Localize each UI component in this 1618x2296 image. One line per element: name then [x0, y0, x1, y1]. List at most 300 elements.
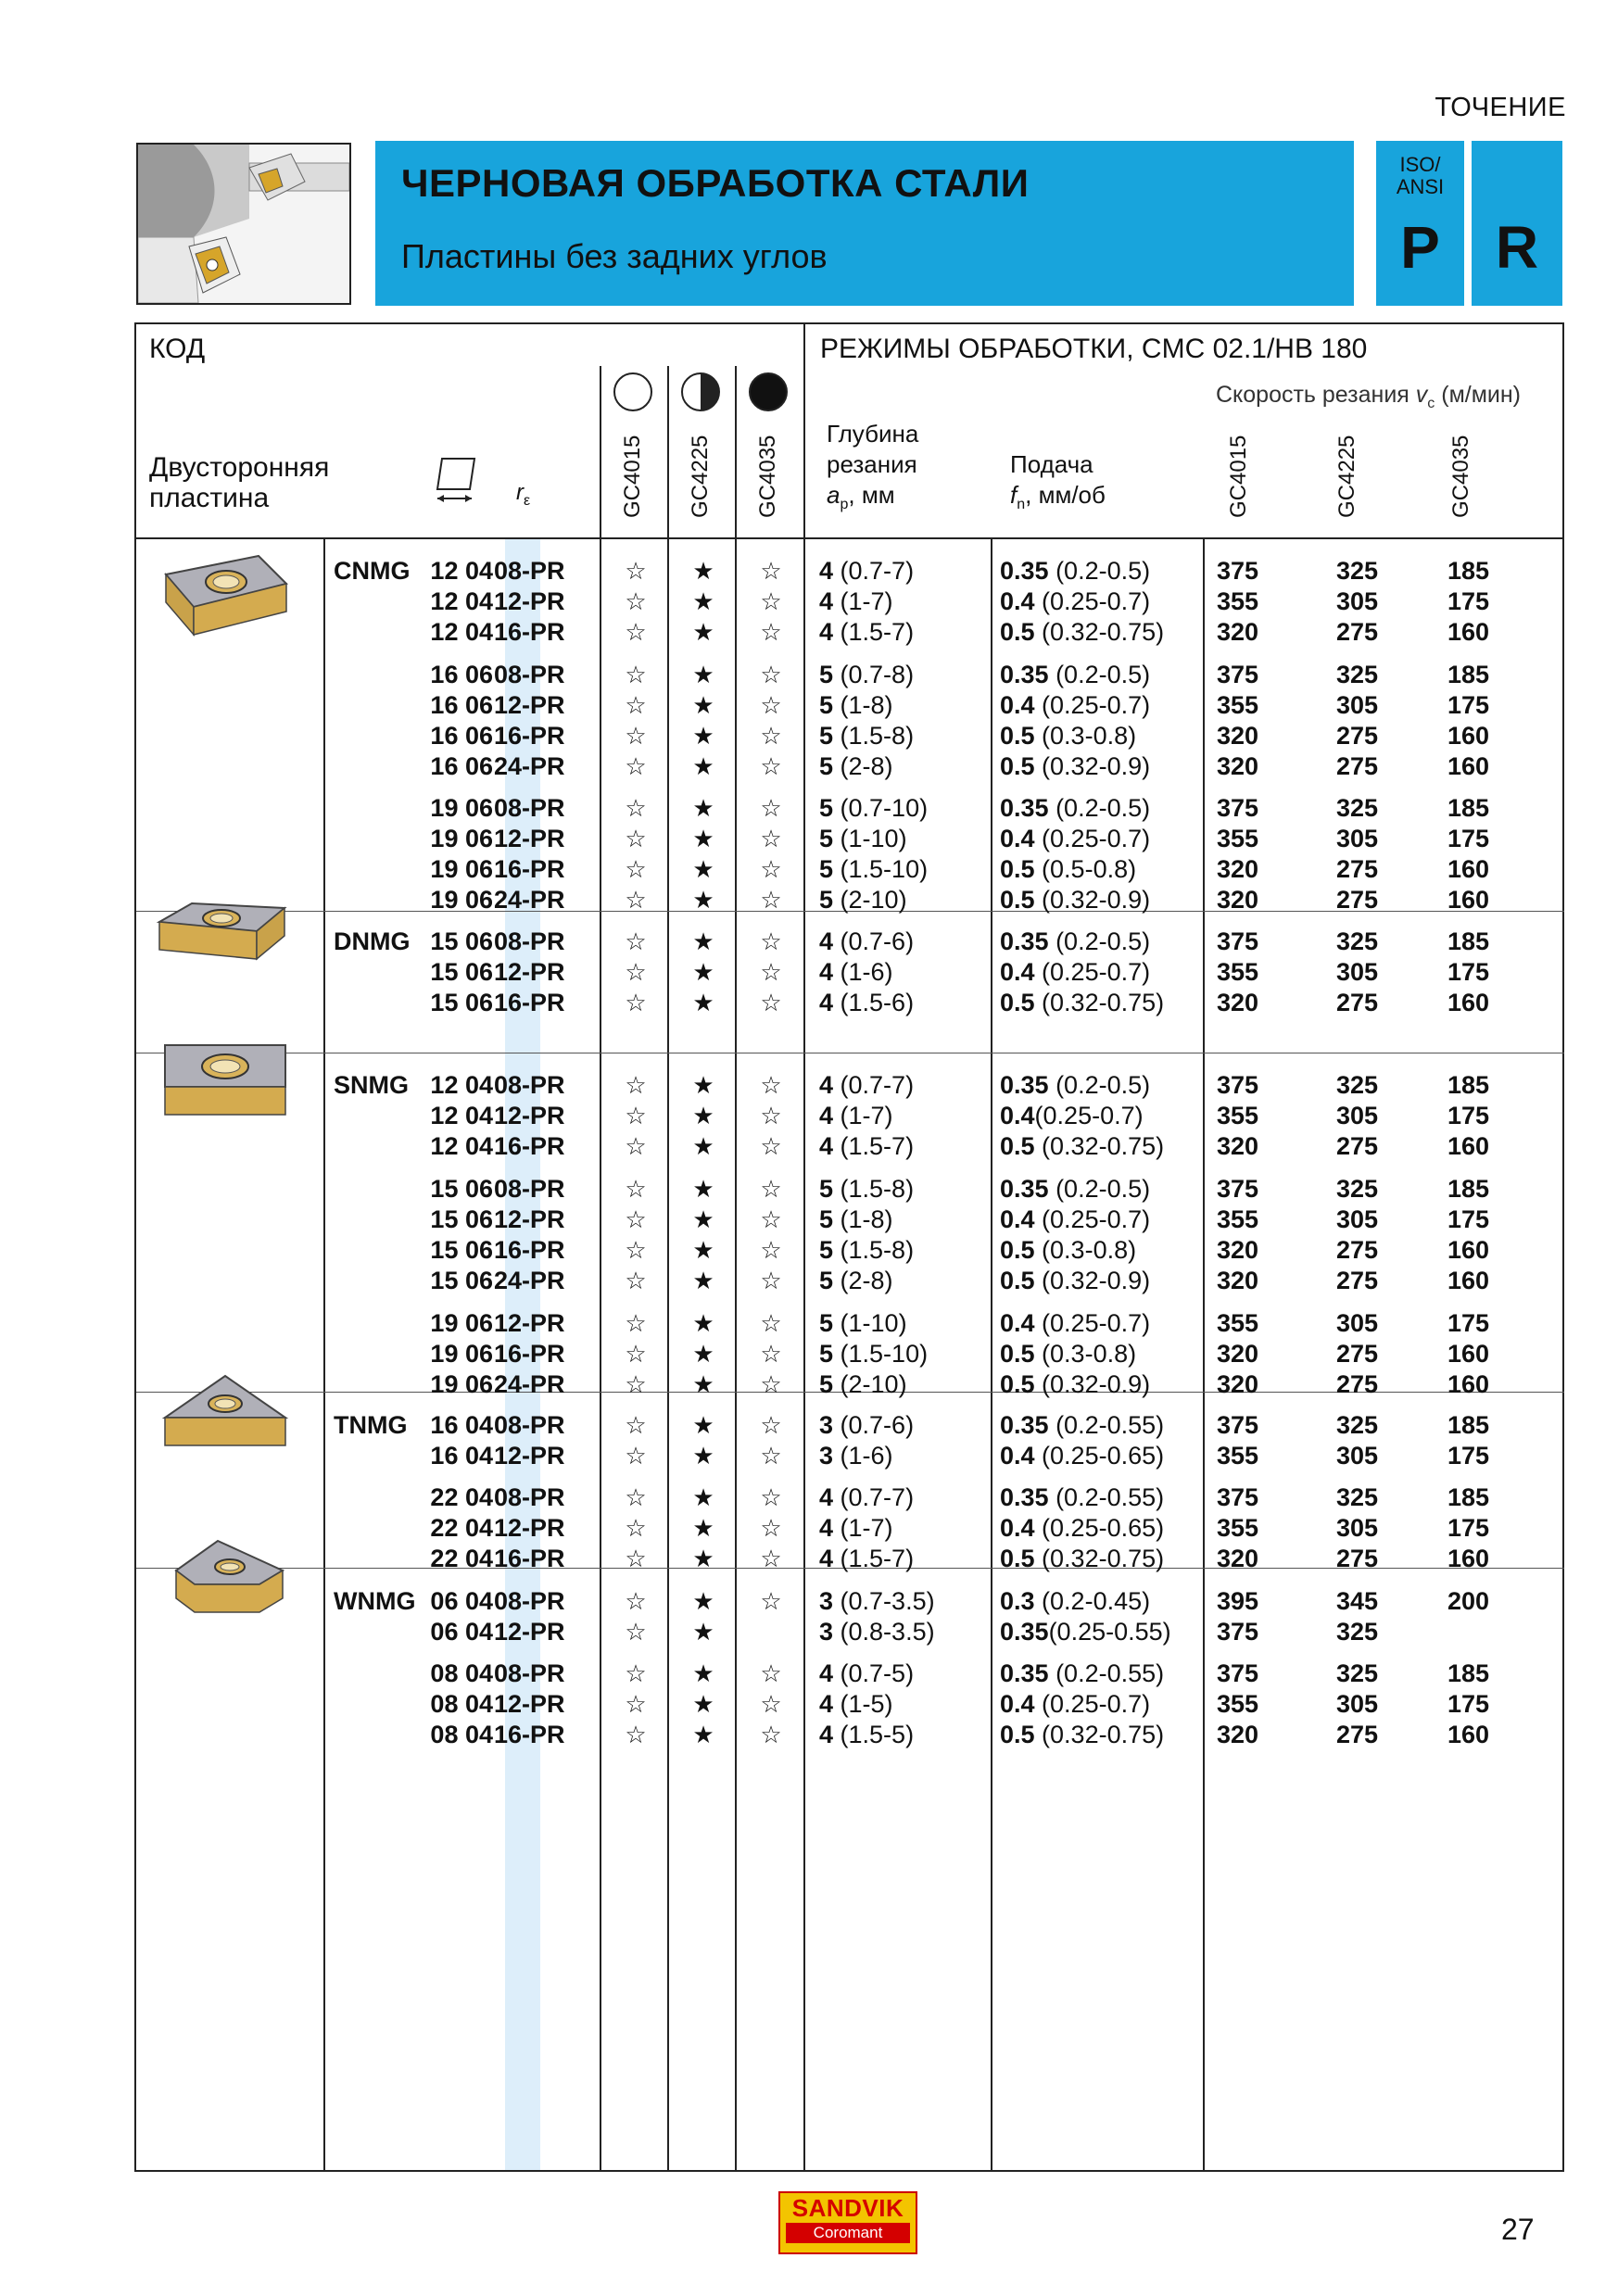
- insert-code: 12-PR: [494, 1514, 565, 1542]
- depth-range: (0.7-3.5): [833, 1587, 935, 1615]
- speed-value: 355: [1217, 1690, 1259, 1718]
- depth-line3: [827, 480, 918, 520]
- grade-mark: ☆: [625, 752, 647, 780]
- feed-main: 0.4: [1000, 1309, 1035, 1337]
- speed-value: 320: [1217, 722, 1259, 750]
- speed-value: 355: [1217, 1514, 1259, 1542]
- r-sub: ε: [524, 492, 531, 509]
- speed-value: 175: [1447, 1442, 1490, 1470]
- sandvik-logo: [778, 2191, 917, 2254]
- depth-value: [819, 1410, 914, 1441]
- depth-main: 4: [819, 587, 834, 615]
- insert-size: 15 06: [430, 927, 493, 955]
- depth-value: [819, 1369, 907, 1400]
- speed-value: 175: [1447, 1102, 1490, 1129]
- depth-main: 5: [819, 1370, 834, 1398]
- insert-size: 19 06: [430, 794, 493, 822]
- speed-value: 275: [1336, 1236, 1379, 1264]
- insert-size: 16 06: [430, 661, 493, 688]
- divider-regime: [803, 324, 805, 2172]
- grade-mark: ☆: [760, 587, 782, 615]
- insert-size: 16 04: [430, 1411, 493, 1439]
- feed-value: [1000, 660, 1150, 690]
- grade-mark: ☆: [625, 1236, 647, 1264]
- feed-value: [1000, 793, 1150, 824]
- insert-size: 22 04: [430, 1483, 493, 1511]
- speed-value: 185: [1447, 794, 1490, 822]
- insert-size: 12 04: [430, 618, 493, 646]
- grade-mark: ★: [692, 1132, 714, 1160]
- speed-value: 275: [1336, 1370, 1379, 1398]
- speed-value: 160: [1447, 1340, 1490, 1368]
- grade-mark: ☆: [625, 1659, 647, 1687]
- speed-value: 275: [1336, 1340, 1379, 1368]
- grade-mark: ★: [692, 1587, 714, 1615]
- speed-value: 275: [1336, 855, 1379, 883]
- insert-code: 08-PR: [494, 1587, 565, 1615]
- grade-mark: ★: [692, 958, 714, 986]
- depth-main: 4: [819, 618, 834, 646]
- grade-mark: ☆: [760, 1411, 782, 1439]
- grade-mark: ★: [692, 1267, 714, 1294]
- feed-main: 0.35: [1000, 557, 1049, 585]
- feed-main: 0.4: [1000, 587, 1035, 615]
- feed-value: [1000, 1266, 1150, 1296]
- grade-mark: ☆: [760, 1721, 782, 1748]
- insert-code: 24-PR: [494, 1370, 565, 1398]
- toolholder-thumbnail: [136, 143, 351, 305]
- depth-main: 4: [819, 1071, 834, 1099]
- speed-value: 305: [1336, 1102, 1379, 1129]
- feed-range: (0.2-0.5): [1048, 661, 1151, 688]
- double-sided-label: [149, 452, 329, 513]
- grade-mark: ☆: [625, 1514, 647, 1542]
- speed-value: 185: [1447, 1483, 1490, 1511]
- depth-main: 5: [819, 1236, 834, 1264]
- speed-value: 375: [1217, 1618, 1259, 1646]
- speed-value: 160: [1447, 1267, 1490, 1294]
- grade-mark: ☆: [760, 1175, 782, 1203]
- feed-value: [1000, 957, 1150, 988]
- grade-mark: ☆: [760, 1587, 782, 1615]
- grade-mark: ☆: [760, 927, 782, 955]
- depth-value: [819, 1308, 907, 1339]
- depth-value: [819, 1174, 914, 1205]
- grade-mark: ☆: [625, 1102, 647, 1129]
- feed-main: 0.35: [1000, 927, 1049, 955]
- divider-depth: [991, 537, 992, 2172]
- speed-value: 305: [1336, 958, 1379, 986]
- feed-value: [1000, 587, 1150, 617]
- grade-mark: ☆: [625, 958, 647, 986]
- feed-header: [1010, 449, 1106, 520]
- feed-value: [1000, 1410, 1164, 1441]
- speed-value: 175: [1447, 1205, 1490, 1233]
- header-bottom-line: [136, 537, 1564, 539]
- insert-size: 22 04: [430, 1545, 493, 1572]
- speed-value: 160: [1447, 752, 1490, 780]
- insert-code: 12-PR: [494, 1690, 565, 1718]
- speed-value: 275: [1336, 722, 1379, 750]
- insert-code: 16-PR: [494, 1340, 565, 1368]
- grade-mark: ★: [692, 886, 714, 914]
- speed-value: 320: [1217, 1545, 1259, 1572]
- depth-value: [819, 1205, 893, 1235]
- speed-value: 185: [1447, 1659, 1490, 1687]
- depth-range: (1-8): [833, 1205, 893, 1233]
- speed-value: 275: [1336, 1267, 1379, 1294]
- feed-value: [1000, 1659, 1164, 1689]
- feed-range: (0.32-0.75): [1034, 1545, 1165, 1572]
- speed-value: 375: [1217, 1175, 1259, 1203]
- insert-family: CNMG: [334, 557, 411, 585]
- speed-value: 325: [1336, 1483, 1379, 1511]
- insert-family: WNMG: [334, 1587, 416, 1615]
- depth-value: [819, 721, 914, 751]
- grade-mark: ☆: [760, 1236, 782, 1264]
- grade-mark: ☆: [625, 1545, 647, 1572]
- insert-code: 12-PR: [494, 1442, 565, 1470]
- grade-mark: ★: [692, 825, 714, 852]
- speed-value: 175: [1447, 691, 1490, 719]
- grade-mark: ☆: [625, 927, 647, 955]
- feed-range: (0.5-0.8): [1034, 855, 1137, 883]
- feed-range: (0.25-0.65): [1034, 1514, 1165, 1542]
- feed-main: 0.4: [1000, 825, 1035, 852]
- insert-code: 08-PR: [494, 794, 565, 822]
- speed-value: 275: [1336, 1545, 1379, 1572]
- snmg-insert-image: [160, 1036, 295, 1133]
- insert-code: 24-PR: [494, 886, 565, 914]
- feed-range: (0.2-0.55): [1048, 1483, 1165, 1511]
- grade-mark: ☆: [625, 1205, 647, 1233]
- depth-value: [819, 854, 928, 885]
- depth-main: 4: [819, 1514, 834, 1542]
- feed-main: 0.5: [1000, 1340, 1035, 1368]
- feed-range: (0.25-0.7): [1034, 1205, 1151, 1233]
- feed-value: [1000, 1339, 1136, 1369]
- grade-mark: ☆: [760, 1309, 782, 1337]
- depth-range: (2-8): [833, 1267, 893, 1294]
- feed-main: 0.5: [1000, 886, 1035, 914]
- insert-size: 22 04: [430, 1514, 493, 1542]
- insert-size: 19 06: [430, 855, 493, 883]
- grade-mark: ☆: [625, 1175, 647, 1203]
- depth-value: [819, 1544, 914, 1574]
- feed-main: 0.35: [1000, 1483, 1049, 1511]
- grade-mark: ☆: [625, 1721, 647, 1748]
- feed-value: [1000, 690, 1150, 721]
- grade-mark: ☆: [625, 1132, 647, 1160]
- grade-mark: ☆: [625, 1411, 647, 1439]
- feed-range: (0.32-0.9): [1034, 1370, 1151, 1398]
- speed-header: [1216, 382, 1521, 412]
- feed-value: [1000, 1720, 1164, 1750]
- insert-code: 12-PR: [494, 1102, 565, 1129]
- grade-mark: ☆: [760, 1483, 782, 1511]
- insert-size: 16 06: [430, 722, 493, 750]
- grade-mark: ☆: [760, 989, 782, 1016]
- depth-symbol: a: [827, 481, 841, 509]
- depth-value: [819, 885, 907, 915]
- speed-value: 185: [1447, 1071, 1490, 1099]
- insert-size: 16 06: [430, 691, 493, 719]
- depth-value: [819, 1586, 935, 1617]
- insert-code: 08-PR: [494, 557, 565, 585]
- tnmg-insert-image: [160, 1371, 295, 1469]
- speed-value: 175: [1447, 958, 1490, 986]
- feed-range: (0.32-0.75): [1034, 989, 1165, 1016]
- feed-value: [1000, 1070, 1150, 1101]
- dnmg-insert-image: [155, 894, 294, 982]
- feed-main: 0.5: [1000, 1132, 1035, 1160]
- grade-mark: ★: [692, 794, 714, 822]
- feed-value: [1000, 1205, 1150, 1235]
- insert-code: 16-PR: [494, 1721, 565, 1748]
- iso-letter-p: P: [1400, 214, 1440, 281]
- feed-main: 0.4: [1000, 1442, 1035, 1470]
- grade-mark: ☆: [760, 1205, 782, 1233]
- grade-mark: ☆: [760, 1102, 782, 1129]
- speed-value: 275: [1336, 1721, 1379, 1748]
- feed-main: 0.5: [1000, 1545, 1035, 1572]
- grade-mark: ★: [692, 1659, 714, 1687]
- grade-mark: ★: [692, 722, 714, 750]
- grade-mark: ☆: [625, 1442, 647, 1470]
- feed-range: (0.25-0.7): [1034, 1102, 1144, 1129]
- grade-mark: ☆: [760, 1370, 782, 1398]
- feed-range: (0.25-0.7): [1034, 587, 1151, 615]
- feed-range: (0.32-0.9): [1034, 886, 1151, 914]
- speed-value: 375: [1217, 1483, 1259, 1511]
- speed-value: 185: [1447, 1411, 1490, 1439]
- feed-range: (0.32-0.9): [1034, 752, 1151, 780]
- grade-mark: ★: [692, 1175, 714, 1203]
- speed-value: 375: [1217, 1411, 1259, 1439]
- speed-value: 320: [1217, 1340, 1259, 1368]
- depth-main: 5: [819, 855, 834, 883]
- depth-value: [819, 1441, 893, 1471]
- insert-size: 08 04: [430, 1721, 493, 1748]
- feed-value: [1000, 1544, 1164, 1574]
- grade-mark: ☆: [760, 618, 782, 646]
- grade-mark: ☆: [625, 886, 647, 914]
- feed-main: 0.35: [1000, 661, 1049, 688]
- speed-value: 320: [1217, 1721, 1259, 1748]
- feed-range: (0.2-0.55): [1048, 1659, 1165, 1687]
- speed-value: 355: [1217, 1442, 1259, 1470]
- insert-size: 06 04: [430, 1587, 493, 1615]
- feed-main: 0.5: [1000, 1267, 1035, 1294]
- grade-mark: ☆: [625, 661, 647, 688]
- depth-range: (1-5): [833, 1690, 893, 1718]
- speed-value: 320: [1217, 855, 1259, 883]
- depth-value: [819, 1689, 893, 1720]
- iso-r-badge: [1472, 141, 1562, 306]
- insert-code: 08-PR: [494, 927, 565, 955]
- depth-range: (1.5-8): [833, 1175, 915, 1203]
- feed-range: (0.25-0.7): [1034, 691, 1151, 719]
- grade-mark: ☆: [760, 794, 782, 822]
- depth-value: [819, 1235, 914, 1266]
- insert-family: SNMG: [334, 1071, 409, 1099]
- speed-value: 345: [1336, 1587, 1379, 1615]
- speed-value: 325: [1336, 927, 1379, 955]
- depth-value: [819, 1070, 914, 1101]
- depth-range: (1-7): [833, 1514, 893, 1542]
- depth-main: 4: [819, 557, 834, 585]
- speed-value: 305: [1336, 825, 1379, 852]
- divider-feed: [1203, 537, 1205, 2172]
- title-banner: [375, 141, 1354, 306]
- depth-range: (1-7): [833, 587, 893, 615]
- depth-value: [819, 1513, 893, 1544]
- insert-code: 08-PR: [494, 1483, 565, 1511]
- insert-shape-icon: [433, 454, 488, 514]
- feed-range: (0.3-0.8): [1034, 1340, 1137, 1368]
- speed-value: 305: [1336, 1690, 1379, 1718]
- feed-main: 0.5: [1000, 1721, 1035, 1748]
- feed-range: (0.3-0.8): [1034, 722, 1137, 750]
- grade-mark: ☆: [625, 557, 647, 585]
- insert-size: 15 06: [430, 1236, 493, 1264]
- depth-range: (1.5-8): [833, 722, 915, 750]
- depth-range: (2-10): [833, 1370, 907, 1398]
- depth-main: 4: [819, 927, 834, 955]
- grade-circle-open-icon: [612, 371, 654, 418]
- depth-range: (0.7-7): [833, 1483, 915, 1511]
- depth-range: (0.7-7): [833, 1071, 915, 1099]
- depth-main: 5: [819, 1267, 834, 1294]
- depth-value: [819, 927, 914, 957]
- speed-value: 200: [1447, 1587, 1490, 1615]
- grade-mark: ★: [692, 1690, 714, 1718]
- speed-value: 320: [1217, 886, 1259, 914]
- grade-label-1: GC4015: [620, 435, 645, 518]
- insert-size: 15 06: [430, 1205, 493, 1233]
- feed-main: 0.4: [1000, 1690, 1035, 1718]
- speed-value: 275: [1336, 618, 1379, 646]
- grade-mark: ★: [692, 587, 714, 615]
- depth-range: (0.7-6): [833, 927, 915, 955]
- speed-grade-label-1: GC4015: [1226, 435, 1251, 518]
- grade-label-3: GC4035: [755, 435, 780, 518]
- feed-value: [1000, 1131, 1164, 1162]
- grade-mark: ★: [692, 1618, 714, 1646]
- speed-value: 325: [1336, 1618, 1379, 1646]
- insert-size: 15 06: [430, 1175, 493, 1203]
- speed-value: 160: [1447, 989, 1490, 1016]
- depth-main: 5: [819, 752, 834, 780]
- depth-range: (0.7-7): [833, 557, 915, 585]
- grade-mark: ☆: [760, 1071, 782, 1099]
- depth-main: 4: [819, 1721, 834, 1748]
- depth-value: [819, 1659, 914, 1689]
- grade-mark: ★: [692, 989, 714, 1016]
- depth-main: 5: [819, 1340, 834, 1368]
- depth-main: 3: [819, 1442, 834, 1470]
- depth-range: (1.5-7): [833, 1545, 915, 1572]
- speed-value: 375: [1217, 794, 1259, 822]
- feed-value: [1000, 1689, 1150, 1720]
- iso-label-line1: ISO/: [1399, 153, 1441, 176]
- depth-range: (1-7): [833, 1102, 893, 1129]
- insert-size: 08 04: [430, 1659, 493, 1687]
- double-sided-line1: Двусторонняя: [149, 452, 330, 483]
- feed-main: 0.3: [1000, 1587, 1035, 1615]
- insert-code: 16-PR: [494, 855, 565, 883]
- grade-mark: ★: [692, 1514, 714, 1542]
- insert-size: 12 04: [430, 587, 493, 615]
- depth-range: (2-10): [833, 886, 907, 914]
- speed-value: 275: [1336, 1132, 1379, 1160]
- grade-mark: ☆: [760, 1659, 782, 1687]
- feed-range: (0.32-0.75): [1034, 1721, 1165, 1748]
- speed-unit: (м/мин): [1441, 382, 1521, 408]
- depth-main: 4: [819, 1483, 834, 1511]
- speed-value: 160: [1447, 1545, 1490, 1572]
- feed-value: [1000, 927, 1150, 957]
- insert-code: 12-PR: [494, 1309, 565, 1337]
- depth-main: 5: [819, 1175, 834, 1203]
- speed-value: 175: [1447, 825, 1490, 852]
- speed-value: 160: [1447, 1721, 1490, 1748]
- grade-mark: ★: [692, 1340, 714, 1368]
- insert-size: 19 06: [430, 1309, 493, 1337]
- speed-value: 305: [1336, 1309, 1379, 1337]
- grade-mark: ★: [692, 752, 714, 780]
- feed-value: [1000, 721, 1136, 751]
- divider-grade2: [735, 366, 737, 2172]
- speed-value: 175: [1447, 1309, 1490, 1337]
- speed-value: 305: [1336, 1514, 1379, 1542]
- depth-value: [819, 824, 907, 854]
- grade-mark: ☆: [625, 1483, 647, 1511]
- insert-code: 16-PR: [494, 1132, 565, 1160]
- depth-value: [819, 751, 893, 782]
- depth-range: (1.5-7): [833, 618, 915, 646]
- feed-main: 0.5: [1000, 989, 1035, 1016]
- depth-range: (1-6): [833, 958, 893, 986]
- grade-circle-full-icon: [747, 371, 790, 418]
- grade-mark: ☆: [760, 825, 782, 852]
- insert-size: 15 06: [430, 989, 493, 1016]
- insert-code: 12-PR: [494, 587, 565, 615]
- insert-size: 06 04: [430, 1618, 493, 1646]
- feed-range: (0.2-0.45): [1034, 1587, 1151, 1615]
- insert-size: 12 04: [430, 557, 493, 585]
- grade-mark: ★: [692, 1483, 714, 1511]
- depth-main: 4: [819, 989, 834, 1016]
- speed-value: 320: [1217, 1267, 1259, 1294]
- insert-code: 12-PR: [494, 825, 565, 852]
- speed-value: 325: [1336, 661, 1379, 688]
- grade-mark: ☆: [760, 752, 782, 780]
- depth-range: (1.5-6): [833, 989, 915, 1016]
- grade-mark: ☆: [760, 1442, 782, 1470]
- insert-code: 24-PR: [494, 1267, 565, 1294]
- depth-main: 4: [819, 958, 834, 986]
- feed-range: (0.25-0.7): [1034, 1690, 1151, 1718]
- depth-line2: резания: [827, 450, 917, 478]
- depth-main: 5: [819, 1309, 834, 1337]
- feed-value: [1000, 751, 1150, 782]
- feed-range: (0.2-0.5): [1048, 1071, 1151, 1099]
- depth-sub: p: [840, 497, 849, 513]
- grade-mark: ★: [692, 1545, 714, 1572]
- insert-code: 16-PR: [494, 989, 565, 1016]
- insert-code: 08-PR: [494, 1411, 565, 1439]
